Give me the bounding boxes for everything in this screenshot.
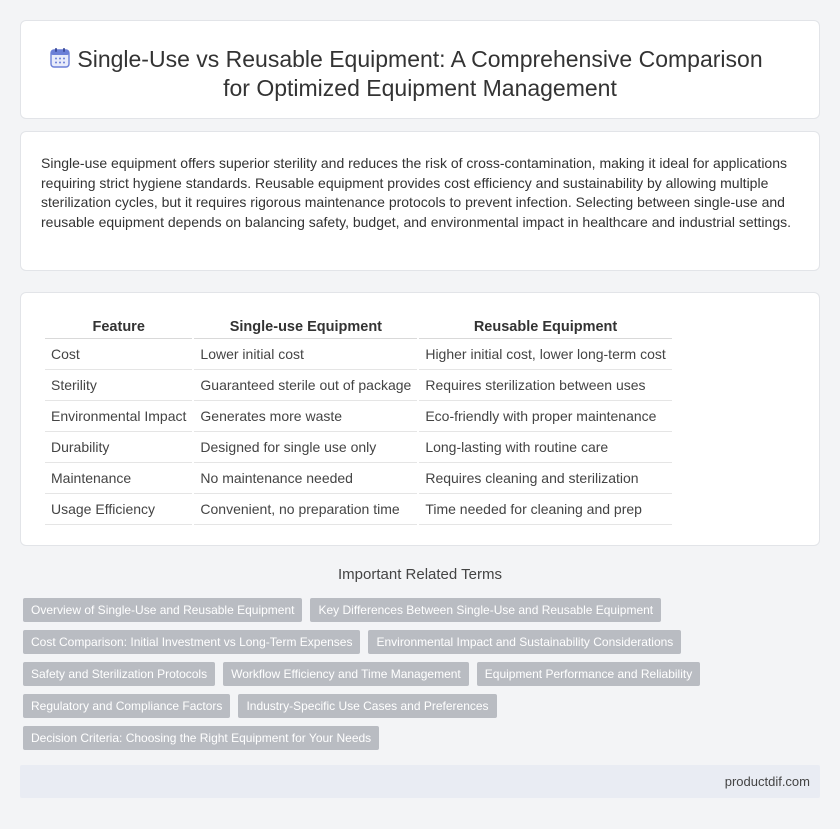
comparison-card bbox=[20, 292, 820, 546]
table-cell: Durability bbox=[45, 432, 192, 463]
table-row bbox=[45, 401, 672, 432]
column-header: Single-use Equipment bbox=[194, 317, 417, 339]
column-header: Feature bbox=[45, 317, 192, 339]
table-cell: Requires sterilization between uses bbox=[419, 370, 671, 401]
related-term-tag[interactable]: Regulatory and Compliance Factors bbox=[23, 694, 230, 718]
intro-paragraph: Single-use equipment offers superior sterility and reduces the risk of cross-contamination, making it ideal for applications requiring strict hygiene standards. Reusable equipment provides cost efficiency and sustainability by allowing multiple sterilization cycles, but it requires rigorous maintenance protocols to prevent infection. Selecting between single-use and reusable equipment depends on balancing safety, budget, and environmental impact in healthcare and industrial settings. bbox=[41, 155, 792, 230]
table-cell: Higher initial cost, lower long-term cost bbox=[419, 339, 671, 370]
related-term-tag[interactable]: Overview of Single-Use and Reusable Equipment bbox=[23, 598, 302, 622]
table-row bbox=[45, 370, 672, 401]
table-cell: Guaranteed sterile out of package bbox=[194, 370, 417, 401]
table-cell: Designed for single use only bbox=[194, 432, 417, 463]
related-term-tag[interactable]: Cost Comparison: Initial Investment vs Long-Term Expenses bbox=[23, 630, 360, 654]
comparison-table bbox=[43, 317, 674, 525]
table-cell: Long-lasting with routine care bbox=[419, 432, 671, 463]
related-term-tag[interactable]: Equipment Performance and Reliability bbox=[477, 662, 700, 686]
related-term-tag[interactable]: Safety and Sterilization Protocols bbox=[23, 662, 215, 686]
related-terms-title: Important Related Terms bbox=[338, 566, 502, 583]
related-term-tag[interactable]: Decision Criteria: Choosing the Right Equipment for Your Needs bbox=[23, 726, 379, 750]
table-header-row bbox=[45, 317, 672, 339]
table-row bbox=[45, 494, 672, 525]
related-term-tag[interactable]: Key Differences Between Single-Use and Reusable Equipment bbox=[310, 598, 661, 622]
table-row bbox=[45, 432, 672, 463]
table-cell: No maintenance needed bbox=[194, 463, 417, 494]
table-cell: Environmental Impact bbox=[45, 401, 192, 432]
site-name[interactable]: productdif.com bbox=[724, 774, 810, 789]
table-cell: Generates more waste bbox=[194, 401, 417, 432]
table-cell: Usage Efficiency bbox=[45, 494, 192, 525]
table-cell: Requires cleaning and sterilization bbox=[419, 463, 671, 494]
table-cell: Sterility bbox=[45, 370, 192, 401]
related-term-tag[interactable]: Environmental Impact and Sustainability Considerations bbox=[368, 630, 681, 654]
column-header: Reusable Equipment bbox=[419, 317, 671, 339]
table-cell: Maintenance bbox=[45, 463, 192, 494]
table-cell: Time needed for cleaning and prep bbox=[419, 494, 671, 525]
table-cell: Cost bbox=[45, 339, 192, 370]
table-cell: Eco-friendly with proper maintenance bbox=[419, 401, 671, 432]
footer-bar bbox=[20, 765, 820, 798]
header-card bbox=[20, 20, 820, 119]
related-term-tag[interactable]: Industry-Specific Use Cases and Preferences bbox=[238, 694, 496, 718]
table-cell: Convenient, no preparation time bbox=[194, 494, 417, 525]
page-title: Single-Use vs Reusable Equipment: A Comprehensive Comparison for Optimized Equipment Management bbox=[77, 46, 763, 101]
related-terms-list bbox=[23, 598, 823, 758]
table-row bbox=[45, 339, 672, 370]
table-row bbox=[45, 463, 672, 494]
table-cell: Lower initial cost bbox=[194, 339, 417, 370]
intro-card bbox=[20, 131, 820, 271]
related-term-tag[interactable]: Workflow Efficiency and Time Management bbox=[223, 662, 469, 686]
